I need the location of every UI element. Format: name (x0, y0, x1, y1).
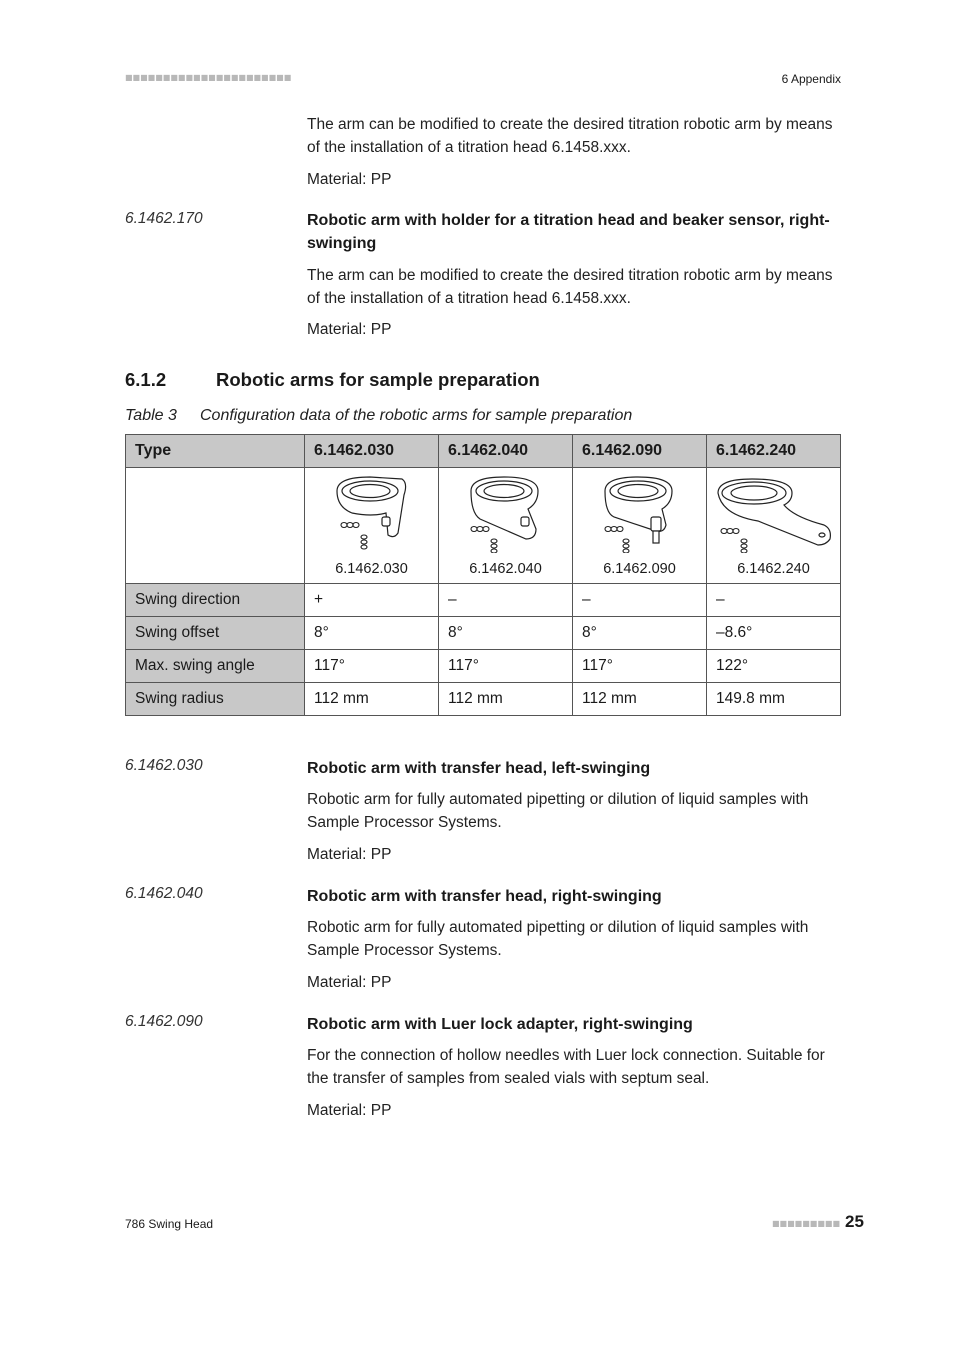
item-040-title: Robotic arm with transfer head, right-swinging (307, 888, 662, 905)
config-table (125, 434, 841, 716)
item-170-material: Material: PP (307, 321, 392, 338)
header-030: 6.1462.030 (305, 435, 439, 468)
header-090: 6.1462.090 (573, 435, 707, 468)
header-type: Type (126, 435, 305, 468)
item-030-material: Material: PP (307, 846, 392, 863)
table-row-swing-direction (126, 584, 841, 617)
robotic-arm-240-drawing (714, 473, 834, 553)
table-cell: – (573, 584, 707, 617)
row-label: Max. swing angle (126, 650, 305, 683)
page-number: 25 (845, 1212, 864, 1231)
header-040: 6.1462.040 (439, 435, 573, 468)
image-label-030: 6.1462.030 (335, 561, 408, 577)
table-cell: 112 mm (439, 683, 573, 716)
footer-doc-title: 786 Swing Head (125, 1217, 214, 1231)
item-030-title: Robotic arm with transfer head, left-swinging (307, 760, 651, 777)
item-090-number: 6.1462.090 (125, 1013, 203, 1030)
item-170-number: 6.1462.170 (125, 210, 203, 227)
table-image-row (126, 468, 841, 584)
item-040-text: Robotic arm for fully automated pipetting or dilution of liquid samples with Sample Processor Systems. (307, 919, 809, 959)
image-row-label (126, 468, 305, 584)
image-cell-030 (305, 468, 439, 584)
table-cell: –8.6° (707, 617, 841, 650)
table-caption-label: Table 3 (125, 407, 177, 424)
row-label: Swing offset (126, 617, 305, 650)
row-label: Swing direction (126, 584, 305, 617)
table-row-max-swing-angle (126, 650, 841, 683)
item-170-text: The arm can be modified to create the desired titration robotic arm by means of the installation of a titration head 6.1458.xxx. (307, 267, 833, 307)
robotic-arm-090-drawing (600, 473, 680, 553)
table-cell: – (707, 584, 841, 617)
item-170-title: Robotic arm with holder for a titration head and beaker sensor, right-swinging (307, 212, 830, 252)
table-cell: 8° (305, 617, 439, 650)
image-cell-090 (573, 468, 707, 584)
item-030-number: 6.1462.030 (125, 757, 203, 774)
table-cell: 112 mm (573, 683, 707, 716)
header-section: 6 Appendix (781, 72, 841, 86)
table-cell: 122° (707, 650, 841, 683)
table-cell: 8° (573, 617, 707, 650)
image-label-090: 6.1462.090 (603, 561, 676, 577)
intro-material: Material: PP (307, 171, 392, 188)
image-label-040: 6.1462.040 (469, 561, 542, 577)
image-label-240: 6.1462.240 (737, 561, 810, 577)
footer-dots: ■■■■■■■■■ (772, 1219, 841, 1228)
image-cell-240 (707, 468, 841, 584)
table-cell: – (439, 584, 573, 617)
item-040-number: 6.1462.040 (125, 885, 203, 902)
table-cell: 8° (439, 617, 573, 650)
section-title: Robotic arms for sample preparation (216, 369, 540, 390)
table-caption-text: Configuration data of the robotic arms for sample preparation (200, 407, 633, 424)
table-cell: 117° (573, 650, 707, 683)
item-090-text: For the connection of hollow needles with Luer lock connection. Suitable for the transfer of samples from sealed vials with septum seal. (307, 1047, 825, 1087)
table-row-swing-radius (126, 683, 841, 716)
row-label: Swing radius (126, 683, 305, 716)
table-cell: 117° (439, 650, 573, 683)
header-240: 6.1462.240 (707, 435, 841, 468)
item-030-text: Robotic arm for fully automated pipetting or dilution of liquid samples with Sample Processor Systems. (307, 791, 809, 831)
header-dots: ■■■■■■■■■■■■■■■■■■■■■■ (125, 73, 292, 82)
robotic-arm-040-drawing (466, 473, 546, 553)
image-cell-040 (439, 468, 573, 584)
item-090-material: Material: PP (307, 1102, 392, 1119)
table-cell: 112 mm (305, 683, 439, 716)
robotic-arm-030-drawing (332, 473, 412, 553)
section-number: 6.1.2 (125, 369, 167, 390)
intro-text: The arm can be modified to create the desired titration robotic arm by means of the installation of a titration head 6.1458.xxx. (307, 116, 833, 156)
table-row-swing-offset (126, 617, 841, 650)
table-cell: + (305, 584, 439, 617)
table-cell: 149.8 mm (707, 683, 841, 716)
item-040-material: Material: PP (307, 974, 392, 991)
table-header-row (126, 435, 841, 468)
item-090-title: Robotic arm with Luer lock adapter, right-swinging (307, 1016, 693, 1033)
table-cell: 117° (305, 650, 439, 683)
